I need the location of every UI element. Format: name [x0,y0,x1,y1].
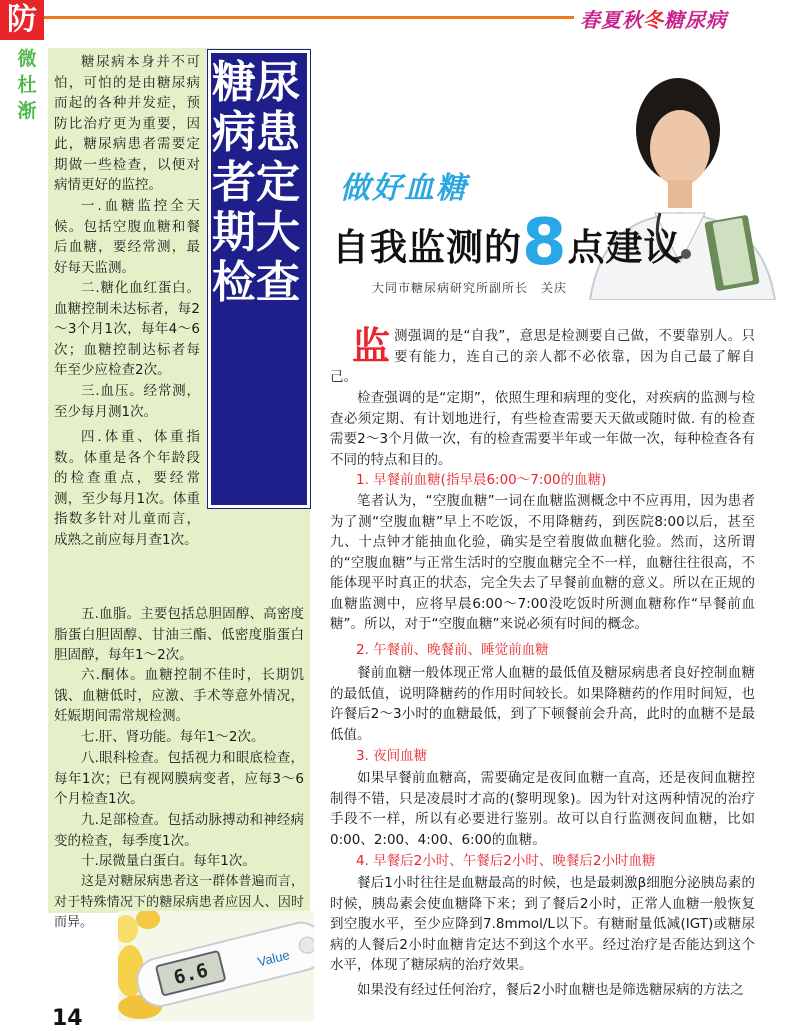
left-paragraph: 糖尿病本身并不可怕，可怕的是由糖尿病而起的各种并发症，预防比治疗更为重要，因此，糖尿病患者需要定期做一些检查，以便对病情更好的监控。 [54,54,200,193]
article-paragraph: 如果没有经过任何治疗，餐后2小时血糖也是筛选糖尿病的方法之 [357,982,744,998]
article-paragraph: 如果早餐前血糖高，需要确定是夜间血糖一直高，还是夜间血糖控制得不错，只是凌晨时才高的(黎明现象)。因为针对这两种情况的治疗手段不一样，所以有必要进行鉴别。故可以自行监测夜间血糖，比如0:00、2:00、4:00、6:00的血糖。 [330,770,755,848]
article-paragraph: 餐后1小时往往是血糖最高的时候，也是最刺激β细胞分泌胰岛素的时候，胰岛素会使血糖降下来；到了餐后2小时，正常人血糖一般恢复到空腹水平，至少应降到7.8mmol/L以下。有糖耐量低减(IGT)或糖尿病的人餐后2小时血糖肯定达不到这个水平。经过治疗是否能达到这个水平，体现了糖尿病的治疗效果。 [330,875,755,973]
title-post: 点建议 [567,226,682,269]
series-title-pre: 春夏秋 [580,8,643,32]
subheading: 1. 早餐前血糖(指早晨6:00～7:00的血糖) [356,472,607,488]
left-paragraph: 十.尿微量白蛋白。每年1次。 [81,853,256,869]
left-paragraph: 七.肝、肾功能。每年1～2次。 [81,729,265,745]
subheading: 2. 午餐前、晚餐前、睡觉前血糖 [356,642,549,658]
article-paragraph: 餐前血糖一般体现正常人血糖的最低值及糖尿病患者良好控制血糖的最低值，说明降糖药的作用时间较长。如果降糖药的作用时间短，也许餐后2～3小时的血糖最低，到了下顿餐前会升高，此时的血糖不是最低值。 [330,665,755,743]
series-title-post: 糖尿病 [664,8,727,32]
article-author: 大同市糖尿病研究所副所长 关庆 [372,281,568,295]
subheading: 4. 早餐后2小时、午餐后2小时、晚餐后2小时血糖 [356,853,656,869]
article-paragraph: 笔者认为，“空腹血糖”一词在血糖监测概念中不应再用，因为患者为了测“空腹血糖”早上不吃饭，不用降糖药，到医院8:00以后，甚至九、十点钟才能抽血化验，确实是空着腹做血糖化验。然而，这所谓的“空腹血糖”与正常生活时的空腹血糖完全不一样，血糖往往很高，不能体现平时真正的状态，完全失去了早餐前血糖的意义。所以在正规的血糖监测中，应将早晨6:00～7:00没吃饭时所测血糖称作“早餐前血糖”。所以，对于“空腹血糖”来说必须有时间的概念。 [330,493,755,632]
title-pre: 自我监测的 [332,226,522,269]
left-paragraph: 八.眼科检查。包括视力和眼底检查，每年1次；已有视网膜病变者，应每3～6个月检查1次。 [54,750,304,807]
article-paragraph [330,326,755,388]
left-paragraph: 三.血压。经常测，至少每月测1次。 [54,383,200,420]
left-paragraph: 一.血糖监控全天候。包括空腹血糖和餐后血糖，要经常测，最好每天监测。 [54,198,200,276]
dropcap: 监 [352,324,391,368]
left-paragraph: 五.血脂。主要包括总胆固醇、高密度脂蛋白胆固醇、甘油三酯、低密度脂蛋白胆固醇，每年1～2次。 [54,606,304,663]
left-paragraph: 二.糖化血红蛋白。血糖控制未达标者，每2～3个月1次，每年4～6次；血糖控制达标者每年至少应检查2次。 [54,280,200,378]
meter-brand: Value [256,947,292,970]
left-paragraph: 这是对糖尿病患者这一群体普遍而言，对于特殊情况下的糖尿病患者应因人、因时而异。 [54,874,304,930]
header-rule [44,16,574,19]
side-word: 微杜渐 [17,48,37,122]
banner-title: 糖尿病患者定期大检查 [212,57,300,308]
page-number: 14 [52,1006,83,1031]
section-tag: 防 [0,0,44,40]
series-title [580,4,727,33]
article-paragraph-text: 测强调的是“自我”，意思是检测要自己做，不要靠别人。只要有能力，连自己的亲人都不必依靠，因为自己最了解自己。 [330,328,755,385]
left-paragraph: 四.体重、体重指数。体重是各个年龄段的检查重点，要经常测，至少每月1次。体重指数多针对儿童而言，成熟之前应每月查1次。 [54,429,200,548]
article-title [332,206,682,280]
meter-reading: 6.6 [171,959,211,990]
series-title-highlight: 冬 [643,8,664,32]
glucose-meter-photo [118,911,314,1021]
article-kicker: 做好血糖 [340,171,468,206]
left-paragraph: 九.足部检查。包括动脉搏动和神经病变的检查，每季度1次。 [54,812,304,849]
subheading: 3. 夜间血糖 [356,748,428,764]
left-paragraph: 六.酮体。血糖控制不佳时，长期饥饿、血糖低时，应激、手术等意外情况，妊娠期间需常规检测。 [54,667,304,724]
title-number: 8 [522,206,568,280]
glucose-meter-illustration [118,911,314,1021]
article-paragraph: 检查强调的是“定期”，依照生理和病理的变化，对疾病的监测与检查必须定期、有计划地进行，有些检查需要天天做或随时做. 有的检查需要2～3个月做一次，有的检查需要半年或一年做一次，每种检查各有不同的特点和目的。 [330,390,755,468]
